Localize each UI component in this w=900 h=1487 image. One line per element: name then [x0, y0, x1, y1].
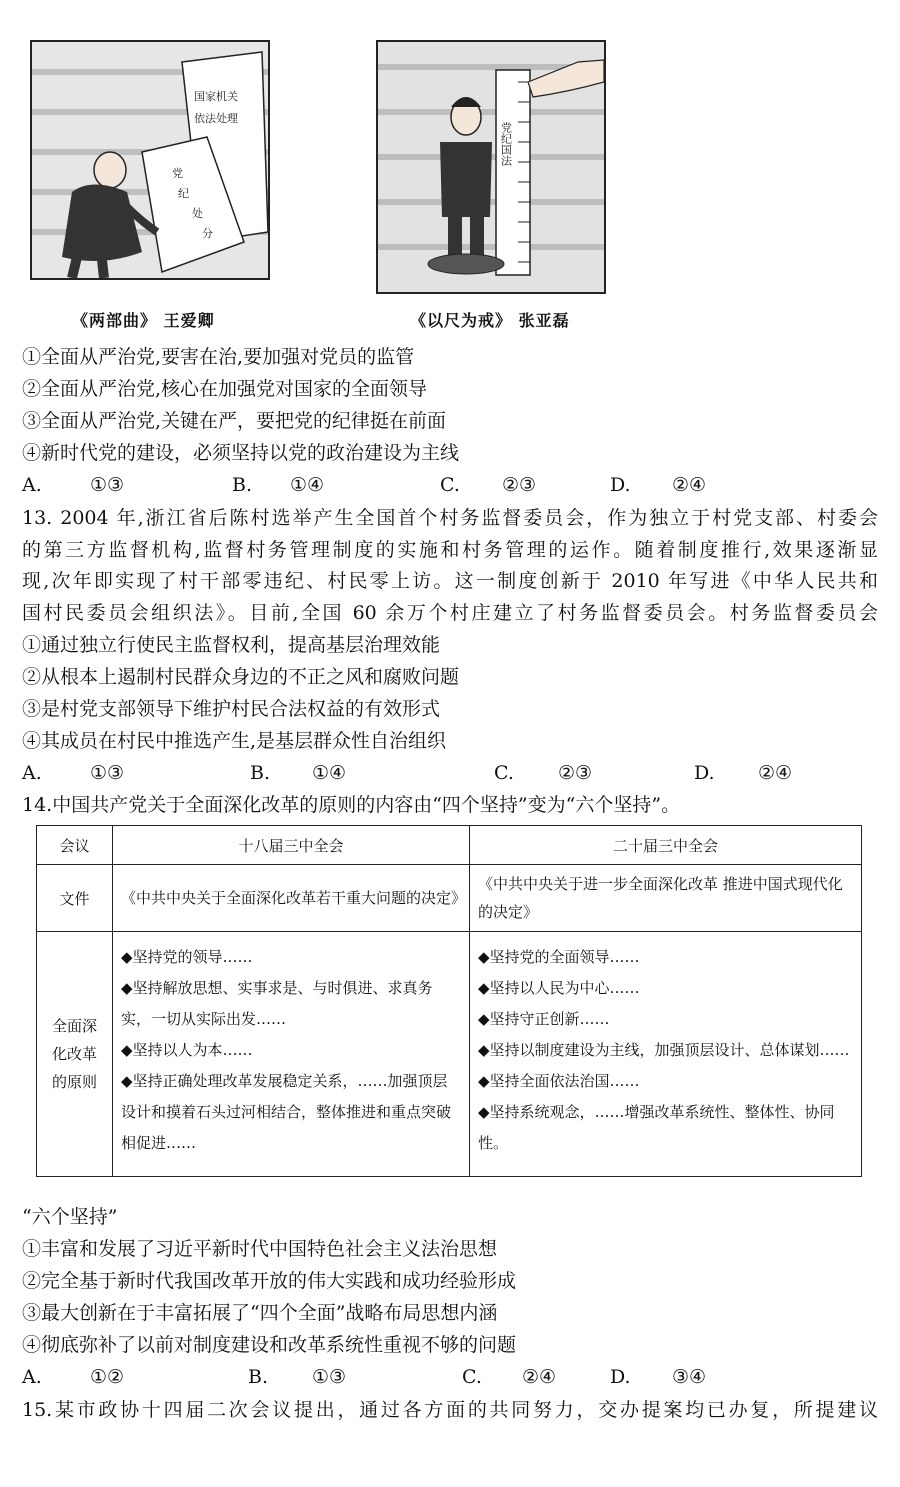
q14-statement-3: ③最大创新在于丰富拓展了“四个全面”战略布局思想内涵: [22, 1302, 498, 1324]
paper-front-char4: 分: [202, 227, 213, 240]
cartoon-ruler-illustration: [378, 42, 604, 292]
q14-statement-2: ②完全基于新时代我国改革开放的伟大实践和成功经验形成: [22, 1270, 517, 1292]
principle-18th-3: ◆坚持以人为本……: [121, 1041, 253, 1059]
q14-option-d-letter[interactable]: D.: [610, 1366, 631, 1388]
principle-20th-1: ◆坚持党的全面领导……: [478, 948, 640, 966]
paper-front-char1: 党: [172, 167, 183, 180]
q13-option-b-letter[interactable]: B.: [250, 762, 271, 784]
header-20th-third-plenum: 二十届三中全会: [470, 826, 862, 865]
q15-stem: [22, 1395, 878, 1427]
principle-18th-1: ◆坚持党的领导……: [121, 948, 253, 966]
q13-option-a-text: ①③: [90, 762, 125, 784]
q12-statement-1: ①全面从严治党,要害在治,要加强对党员的监管: [22, 346, 415, 368]
q14-stem: 14.中国共产党关于全面深化改革的原则的内容由“四个坚持”变为“六个坚持”。: [22, 794, 681, 816]
q12-option-c-text: ②③: [502, 474, 537, 496]
q13-option-d-letter[interactable]: D.: [694, 762, 715, 784]
q13-stem-line-1: 13. 2004 年,浙江省后陈村选举产生全国首个村务监督委员会，作为独立于村党支部、村委会: [22, 507, 878, 529]
q13-statement-2: ②从根本上遏制村民群众身边的不正之风和腐败问题: [22, 666, 460, 688]
document-20th: 《中共中央关于进一步全面深化改革 推进中国式现代化的决定》: [470, 865, 862, 932]
paper-front-char2: 纪: [178, 187, 189, 200]
q14-option-a-letter[interactable]: A.: [22, 1366, 42, 1388]
principles-20th: [470, 932, 862, 1177]
principle-18th-4: ◆坚持正确处理改革发展稳定关系，……加强顶层设计和摸着石头过河相结合，整体推进和重点突破相促进……: [121, 1072, 452, 1152]
q14-option-a-text: ①②: [90, 1366, 125, 1388]
q12-option-b-text: ①④: [290, 474, 325, 496]
q14-option-c-text: ②④: [522, 1366, 557, 1388]
q13-statement-4: ④其成员在村民中推选产生,是基层群众性自治组织: [22, 730, 447, 752]
principles-18th: [113, 932, 470, 1177]
q13-stem: [22, 503, 878, 629]
q13-stem-line-4: 国村民委员会组织法》。目前,全国 60 余万个村庄建立了村务监督委员会。村务监督委员会: [22, 601, 878, 624]
principle-20th-3: ◆坚持守正创新……: [478, 1010, 610, 1028]
ruler-text: 党纪国法: [499, 122, 513, 166]
header-18th-third-plenum: 十八届三中全会: [113, 826, 470, 865]
reform-principles-table: [36, 825, 862, 1177]
cartoon-ruler-as-warning: [376, 40, 606, 294]
q12-option-a-letter[interactable]: A.: [22, 474, 42, 496]
principle-20th-6: ◆坚持系统观念，……增强改革系统性、整体性、协同性。: [478, 1103, 835, 1152]
cartoon-two-steps: [30, 40, 270, 280]
cartoon2-caption: 《以尺为戒》 张亚磊: [410, 311, 570, 330]
cartoon-two-steps-illustration: [32, 42, 268, 278]
q13-statement-1: ①通过独立行使民主监督权利，提高基层治理效能: [22, 634, 441, 656]
q13-stem-line-3: 现,次年即实现了村干部零违纪、村民零上访。这一制度创新于 2010 年写进《中华人民共和: [22, 570, 878, 592]
q14-option-b-text: ①③: [312, 1366, 347, 1388]
table-row-principles: [37, 932, 862, 1177]
q15-stem-line-1: 15.某市政协十四届二次会议提出，通过各方面的共同努力，交办提案均已办复，所提建议: [22, 1399, 878, 1421]
q12-option-a-text: ①③: [90, 474, 125, 496]
paper-back-line2: 依法处理: [194, 112, 238, 125]
q14-option-d-text: ③④: [672, 1366, 707, 1388]
q13-option-c-letter[interactable]: C.: [494, 762, 514, 784]
q12-statement-4: ④新时代党的建设，必须坚持以党的政治建设为主线: [22, 442, 460, 464]
header-meeting: 会议: [37, 826, 113, 865]
principle-18th-2: ◆坚持解放思想、实事求是、与时俱进、求真务实，一切从实际出发……: [121, 979, 433, 1028]
q14-option-b-letter[interactable]: B.: [248, 1366, 269, 1388]
table-row-document: [37, 865, 862, 932]
row-label-document: 文件: [37, 865, 113, 932]
q13-option-d-text: ②④: [758, 762, 793, 784]
paper-front-char3: 处: [192, 207, 203, 220]
q12-statement-3: ③全面从严治党,关键在严，要把党的纪律挺在前面: [22, 410, 447, 432]
q14-option-c-letter[interactable]: C.: [462, 1366, 482, 1388]
q13-option-a-letter[interactable]: A.: [22, 762, 42, 784]
q12-option-b-letter[interactable]: B.: [232, 474, 253, 496]
q13-stem-line-2: 的第三方监督机构,监督村务管理制度的实施和村务管理的运作。随着制度推行,效果逐渐显: [22, 538, 878, 561]
paper-back-line1: 国家机关: [194, 90, 238, 103]
q14-lead: “六个坚持”: [22, 1206, 118, 1228]
q14-statement-4: ④彻底弥补了以前对制度建设和改革系统性重视不够的问题: [22, 1334, 517, 1356]
q12-statement-2: ②全面从严治党,核心在加强党对国家的全面领导: [22, 378, 428, 400]
q12-option-d-letter[interactable]: D.: [610, 474, 631, 496]
cartoon1-caption: 《两部曲》 王爱卿: [72, 311, 215, 330]
q13-statement-3: ③是村党支部领导下维护村民合法权益的有效形式: [22, 698, 441, 720]
row-label-principles: 全面深化改革的原则: [37, 932, 113, 1177]
document-18th: 《中共中央关于全面深化改革若干重大问题的决定》: [113, 865, 470, 932]
q14-statement-1: ①丰富和发展了习近平新时代中国特色社会主义法治思想: [22, 1238, 498, 1260]
q13-option-b-text: ①④: [312, 762, 347, 784]
principle-20th-2: ◆坚持以人民为中心……: [478, 979, 640, 997]
q12-option-d-text: ②④: [672, 474, 707, 496]
q13-option-c-text: ②③: [558, 762, 593, 784]
principle-20th-4: ◆坚持以制度建设为主线，加强顶层设计、总体谋划……: [478, 1041, 850, 1059]
principle-20th-5: ◆坚持全面依法治国……: [478, 1072, 640, 1090]
q12-option-c-letter[interactable]: C.: [440, 474, 460, 496]
table-header-row: [37, 826, 862, 865]
